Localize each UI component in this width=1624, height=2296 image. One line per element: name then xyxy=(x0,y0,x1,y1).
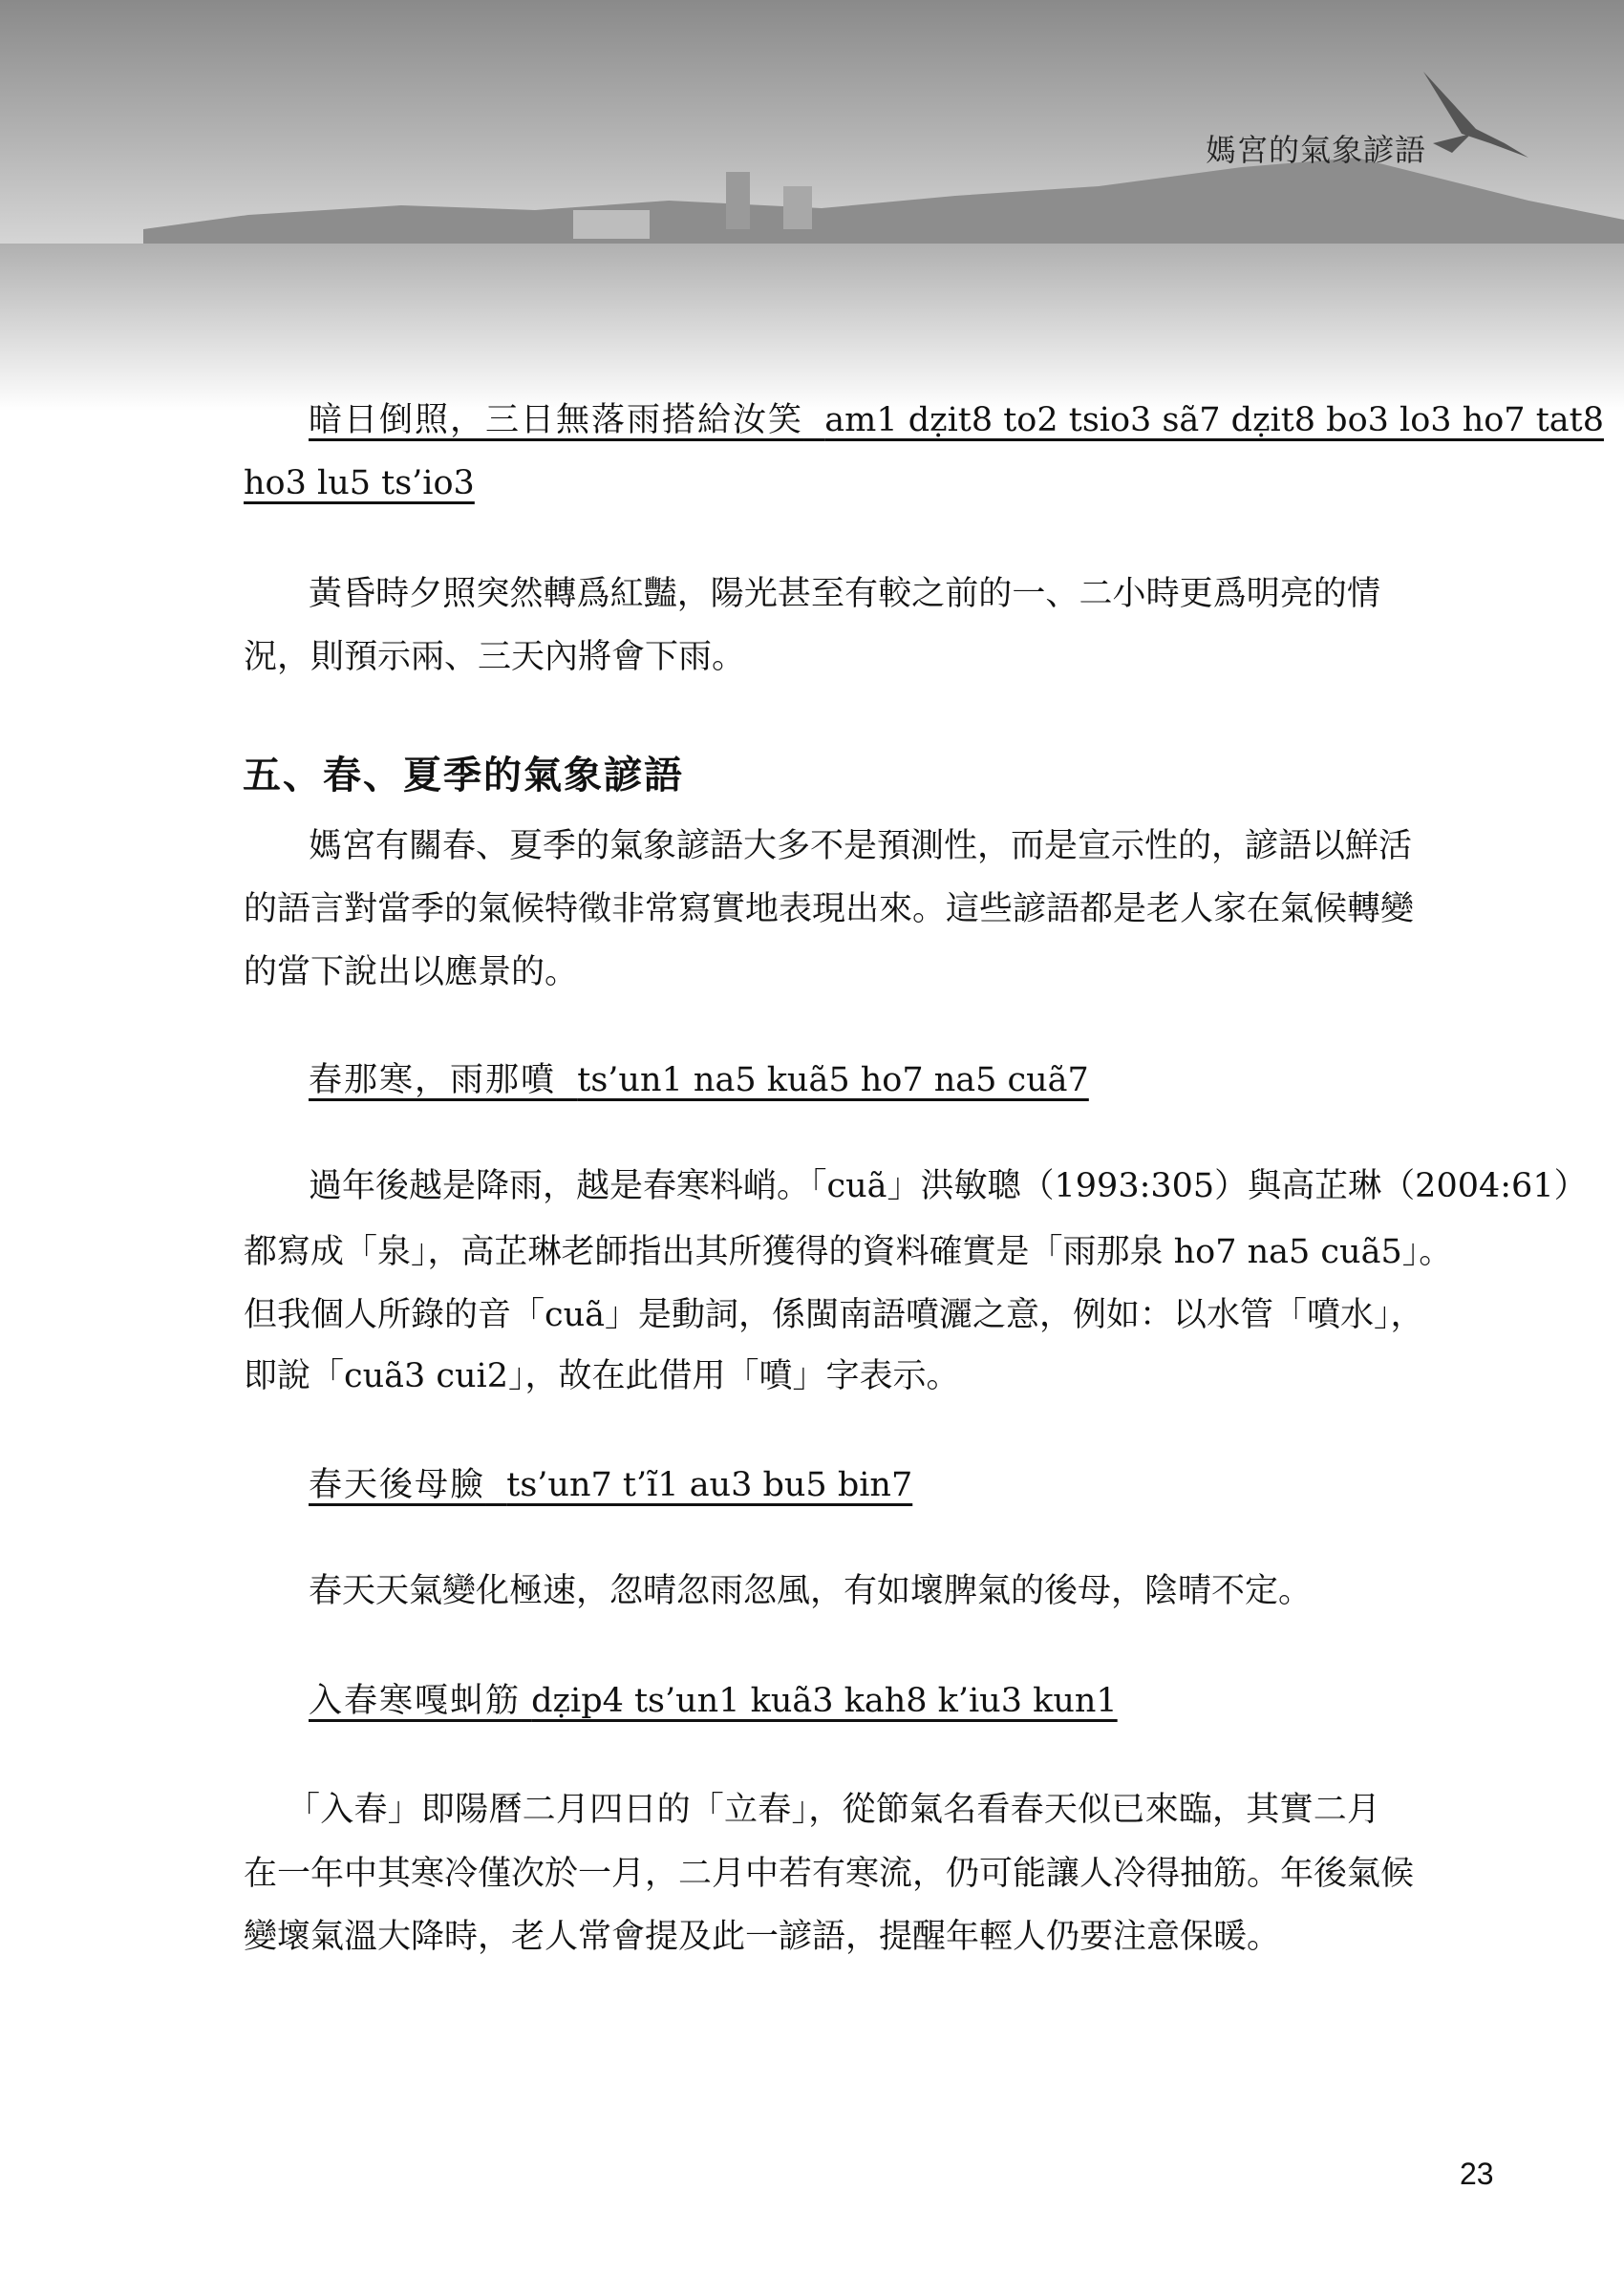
proverb-heading xyxy=(309,1680,1118,1722)
proverb-heading xyxy=(309,399,1604,441)
proverb-chinese: 入春寒嘎虯筋 xyxy=(309,1682,522,1720)
page-number: 23 xyxy=(1460,2157,1494,2191)
paragraph-line: 「入春」即陽曆二月四日的「立春」，從節氣名看春天似已來臨，其實二月 xyxy=(287,1791,1380,1829)
paragraph-line: 況，則預示兩、三天內將會下雨。 xyxy=(244,638,746,676)
proverb-heading xyxy=(309,1464,912,1506)
paragraph-line: 都寫成「泉」，高芷琳老師指出其所獲得的資料確實是「雨那泉 ho7 na5 cuã5」。 xyxy=(244,1233,1453,1271)
proverb-romanization-continued: ho3 lu5 ts’io3 xyxy=(244,464,475,502)
paragraph-line: 的語言對當季的氣候特徵非常寫實地表現出來。這些諺語都是老人家在氣候轉變 xyxy=(244,890,1415,928)
proverb-chinese: 春天後母臉 xyxy=(309,1466,486,1504)
paragraph-line: 的當下說出以應景的。 xyxy=(244,953,579,991)
proverb-chinese: 暗日倒照，三日無落雨搭給汝笑 xyxy=(309,401,804,439)
paragraph-line: 即說「cuã3 cui2」，故在此借用「噴」字表示。 xyxy=(244,1357,960,1395)
paragraph-line: 媽宮有關春、夏季的氣象諺語大多不是預測性，而是宣示性的，諺語以鮮活 xyxy=(309,827,1413,865)
header-seascape-image xyxy=(0,0,1624,411)
paragraph-line: 過年後越是降雨，越是春寒料峭。「cuã」洪敏聰（1993:305）與高芷琳（2004:61） xyxy=(309,1167,1588,1205)
paragraph-line: 變壞氣溫大降時，老人常會提及此一諺語，提醒年輕人仍要注意保暖。 xyxy=(244,1918,1281,1956)
proverb-romanization: dẓip4 ts’un1 kuã3 kah8 k’iu3 kun1 xyxy=(531,1682,1118,1720)
proverb-chinese: 春那寒，雨那噴 xyxy=(309,1061,557,1099)
paragraph-line: 春天天氣變化極速，忽晴忽雨忽風，有如壞脾氣的後母，陰晴不定。 xyxy=(309,1572,1313,1610)
paragraph-line: 在一年中其寒冷僅次於一月，二月中若有寒流，仍可能讓人冷得抽筋。年後氣候 xyxy=(244,1855,1415,1893)
running-title: 媽宮的氣象諺語 xyxy=(1206,132,1427,168)
proverb-romanization: ts’un7 t’ĩ1 au3 bu5 bin7 xyxy=(506,1466,913,1504)
paragraph-line: 黃昏時夕照突然轉爲紅豔，陽光甚至有較之前的一、二小時更爲明亮的情 xyxy=(309,575,1380,613)
paragraph-line: 但我個人所錄的音「cuã」是動詞，係閩南語噴灑之意，例如：以水管「噴水」， xyxy=(244,1296,1424,1334)
proverb-romanization: am1 dẓit8 to2 tsio3 sã7 dẓit8 bo3 lo3 ho7 tat8 xyxy=(824,401,1604,439)
section-heading: 五、春、夏季的氣象諺語 xyxy=(243,753,684,797)
proverb-romanization: ts’un1 na5 kuã5 ho7 na5 cuã7 xyxy=(577,1061,1089,1099)
proverb-heading xyxy=(309,1059,1089,1101)
